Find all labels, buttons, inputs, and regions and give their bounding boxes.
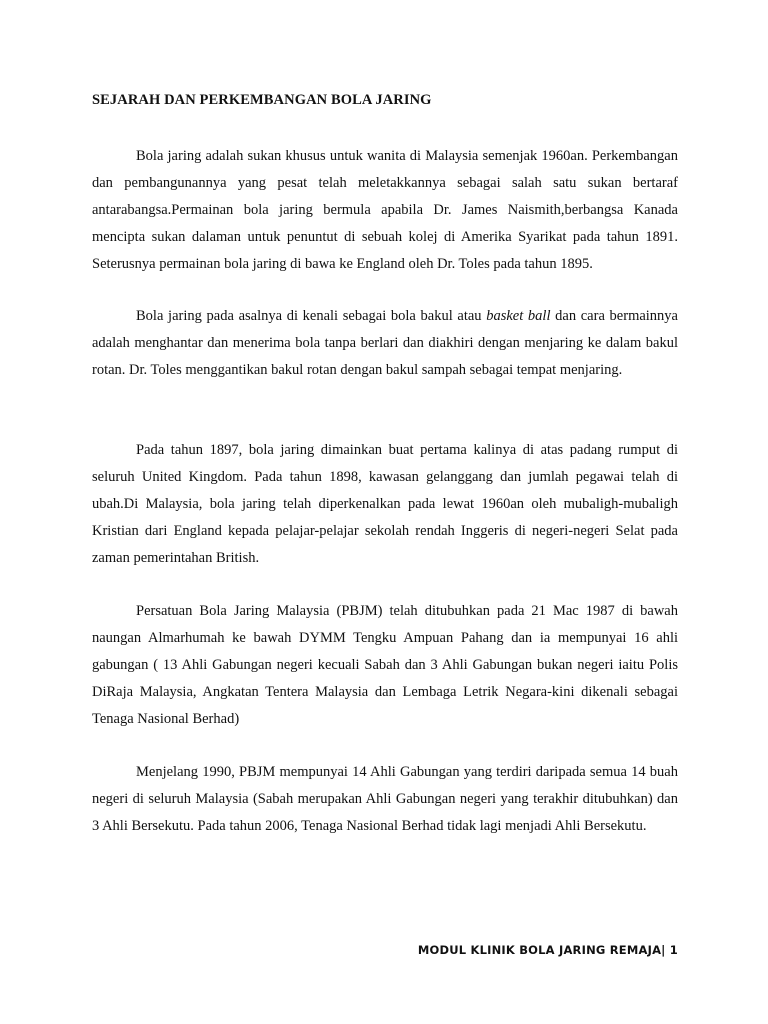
paragraph-2-text-before: Bola jaring pada asalnya di kenali sebagai bola bakul atau [136,308,487,324]
paragraph-2-text-after: dan cara bermainnya adalah menghantar dan menerima bola tanpa berlari dan diakhiri dengan menjaring ke dalam bakul rotan. Dr. Toles menggantikan bakul rotan dengan bakul sampah sebagai tempat menjaring. [92,308,678,378]
paragraph-2 [92,303,678,384]
paragraph-2-italic-term: basket ball [486,308,551,324]
paragraph-3: Pada tahun 1897, bola jaring dimainkan buat pertama kalinya di atas padang rumput di seluruh United Kingdom. Pada tahun 1898, kawasan gelanggang dan jumlah pegawai telah di ubah.Di Malaysia, bola jaring telah diperkenalkan pada lewat 1960an oleh mubaligh-mubaligh Kristian dari England kepada pelajar-pelajar sekolah rendah Inggeris di negeri-negeri Selat pada zaman pemerintahan British. [92,442,678,566]
paragraph-1: Bola jaring adalah sukan khusus untuk wanita di Malaysia semenjak 1960an. Perkembangan dan pembangunannya yang pesat telah meletakkannya sebagai salah satu sukan bertaraf antarabangsa.Permainan bola jaring bermula apabila Dr. James Naismith,berbangsa Kanada mencipta sukan dalaman untuk penuntut di sebuah kolej di Amerika Syarikat pada tahun 1891. Seterusnya permainan bola jaring di bawa ke England oleh Dr. Toles pada tahun 1895. [92,148,678,272]
document-title: SEJARAH DAN PERKEMBANGAN BOLA JARING [92,92,432,108]
page-footer: MODUL KLINIK BOLA JARING REMAJA| 1 [417,943,678,957]
paragraph-5: Menjelang 1990, PBJM mempunyai 14 Ahli Gabungan yang terdiri daripada semua 14 buah negeri di seluruh Malaysia (Sabah merupakan Ahli Gabungan negeri yang terakhir ditubuhkan) dan 3 Ahli Bersekutu. Pada tahun 2006, Tenaga Nasional Berhad tidak lagi menjadi Ahli Bersekutu. [92,764,678,834]
paragraph-4: Persatuan Bola Jaring Malaysia (PBJM) telah ditubuhkan pada 21 Mac 1987 di bawah naungan Almarhumah ke bawah DYMM Tengku Ampuan Pahang dan ia mempunyai 16 ahli gabungan ( 13 Ahli Gabungan negeri kecuali Sabah dan 3 Ahli Gabungan bukan negeri iaitu Polis DiRaja Malaysia, Angkatan Tentera Malaysia dan Lembaga Letrik Negara-kini dikenali sebagai Tenaga Nasional Berhad) [92,603,678,727]
